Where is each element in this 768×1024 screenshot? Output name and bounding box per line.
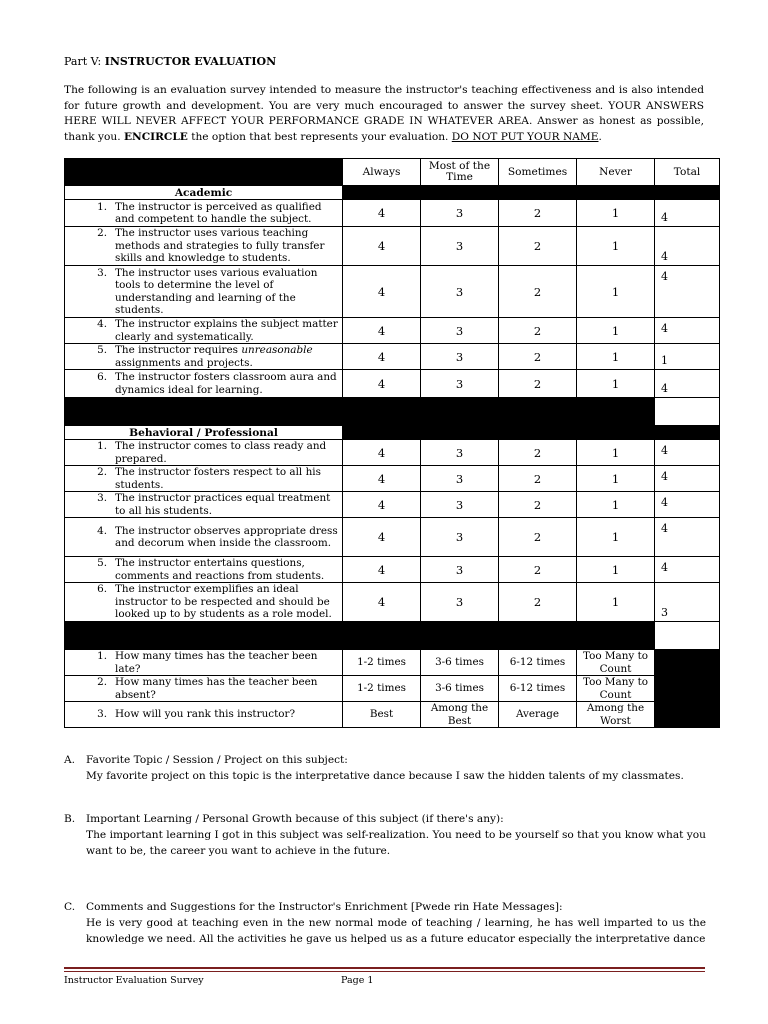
question-wrap: [65, 371, 340, 396]
question-number: 1.: [97, 200, 107, 213]
behavioral-subtotal-row-total-blank: [655, 622, 720, 650]
question-text: How many times has the teacher been late?: [115, 650, 318, 675]
rating-option-2[interactable]: 2: [499, 227, 577, 266]
rating-option-2[interactable]: 2: [499, 583, 577, 622]
open-question-label: A.: [64, 754, 76, 766]
rating-option-4[interactable]: 4: [343, 466, 421, 492]
open-question-label: B.: [64, 813, 76, 825]
rating-option-1[interactable]: 1: [577, 318, 655, 344]
intro-text: The following is an evaluation survey intended to measure the instructor's teaching effectiveness and is also intended for future growth and development. You are very much encouraged to answer the survey sheet. YOUR ANSWERS HERE WILL NEVER AFFECT YOUR PERFORMANCE GRADE IN WHATEVER AREA. Answer as honest as possible, thank you.: [64, 84, 704, 143]
intro-end: .: [598, 130, 602, 143]
footer-title: Instructor Evaluation Survey: [64, 975, 204, 986]
rating-option-1[interactable]: 1: [577, 440, 655, 466]
question-number: 1.: [97, 440, 107, 452]
question-cell: [65, 518, 343, 557]
question-cell: [65, 702, 343, 728]
rating-option-4[interactable]: 4: [343, 344, 421, 370]
question-row: [65, 344, 720, 370]
rating-option-2[interactable]: 2: [499, 557, 577, 583]
question-wrap: [65, 676, 340, 701]
question-number: 4.: [97, 318, 107, 330]
rating-option-1[interactable]: 1: [577, 557, 655, 583]
rating-option-1[interactable]: 1: [577, 370, 655, 398]
rating-option-3[interactable]: 3: [421, 200, 499, 227]
question-number: 3.: [97, 492, 107, 504]
rating-option-2[interactable]: 2: [499, 344, 577, 370]
answer-option[interactable]: Best: [343, 702, 421, 728]
question-number: 3.: [97, 266, 107, 279]
header-blank: [65, 159, 343, 186]
header-2: Sometimes: [499, 159, 577, 186]
rating-option-1[interactable]: 1: [577, 227, 655, 266]
question-row: [65, 318, 720, 344]
rating-option-2[interactable]: 2: [499, 440, 577, 466]
question-number: 4.: [97, 524, 107, 537]
rating-option-1[interactable]: 1: [577, 266, 655, 318]
question-cell: [65, 227, 343, 266]
rating-option-4[interactable]: 4: [343, 318, 421, 344]
question-cell: [65, 650, 343, 676]
answer-option[interactable]: Too Many to Count: [577, 650, 655, 676]
rating-option-3[interactable]: 3: [421, 266, 499, 318]
open-question-heading: [64, 899, 706, 915]
footer-rule: [64, 967, 705, 969]
rating-option-1[interactable]: 1: [577, 583, 655, 622]
open-question-c: [64, 899, 706, 947]
question-wrap: [65, 650, 340, 675]
question-text: The instructor comes to class ready and prepared.: [115, 440, 327, 465]
behavioral-section-row: [65, 426, 720, 440]
rating-option-3[interactable]: 3: [421, 518, 499, 557]
no-name-notice: DO NOT PUT YOUR NAME: [451, 130, 599, 143]
question-total: 4: [655, 200, 720, 227]
question-number: 5.: [97, 557, 107, 569]
rating-option-3[interactable]: 3: [421, 492, 499, 518]
question-number: 2.: [97, 676, 107, 688]
encircle-word: ENCIRCLE: [123, 130, 188, 143]
rating-option-1[interactable]: 1: [577, 518, 655, 557]
total-blocked: [655, 650, 720, 676]
question-number: 2.: [97, 466, 107, 478]
rating-option-3[interactable]: 3: [421, 227, 499, 266]
open-question-label: C.: [64, 901, 76, 913]
question-text: The instructor fosters classroom aura and dynamics ideal for learning.: [115, 371, 337, 396]
rating-option-2[interactable]: 2: [499, 370, 577, 398]
header-0: Always: [343, 159, 421, 186]
rating-option-3[interactable]: 3: [421, 583, 499, 622]
answer-option[interactable]: Among the Best: [421, 702, 499, 728]
question-cell: [65, 266, 343, 318]
open-question-b: [64, 811, 706, 859]
behavioral-section-title: Behavioral / Professional: [65, 426, 343, 440]
rating-option-1[interactable]: 1: [577, 492, 655, 518]
answer-option[interactable]: 6-12 times: [499, 650, 577, 676]
question-number: 3.: [97, 708, 107, 721]
academic-section-title: Academic: [65, 186, 343, 200]
evaluation-table: [64, 158, 720, 728]
header-3: Never: [577, 159, 655, 186]
rating-option-4[interactable]: 4: [343, 440, 421, 466]
academic-subtotal-row: [65, 398, 720, 426]
rating-option-3[interactable]: 3: [421, 440, 499, 466]
question-row: [65, 440, 720, 466]
question-cell: [65, 318, 343, 344]
open-question-answer: My favorite project on this topic is the interpretative dance because I saw the hidden talents of my classmates.: [86, 770, 684, 782]
academic-subtotal-row-total-blank: [655, 398, 720, 426]
rating-option-4[interactable]: 4: [343, 492, 421, 518]
academic-subtotal-row-block: [65, 398, 655, 426]
rating-option-2[interactable]: 2: [499, 318, 577, 344]
question-cell: [65, 370, 343, 398]
question-wrap: [65, 267, 340, 317]
open-question-answer: He is very good at teaching even in the new normal mode of teaching / learning, he has well imparted to us the knowledge we need. All the activities he gave us helped us as a future educator especially the interpretative dance: [86, 917, 706, 945]
question-total: 4: [655, 466, 720, 492]
question-total: 4: [655, 518, 720, 557]
question-cell: [65, 583, 343, 622]
question-wrap: [65, 227, 340, 265]
rating-option-1[interactable]: 1: [577, 344, 655, 370]
question-number: 1.: [97, 650, 107, 662]
question-wrap: [65, 466, 340, 491]
question-wrap: [65, 525, 340, 550]
rating-option-4[interactable]: 4: [343, 557, 421, 583]
question-text-post: assignments and projects.: [115, 356, 253, 369]
rating-option-1[interactable]: 1: [577, 200, 655, 227]
question-cell: [65, 676, 343, 702]
question-text: How many times has the teacher been absent?: [115, 676, 318, 701]
question-cell: [65, 557, 343, 583]
header-1: Most of the Time: [421, 159, 499, 186]
question-row: [65, 518, 720, 557]
rating-option-2[interactable]: 2: [499, 518, 577, 557]
question-wrap: [65, 583, 340, 621]
question-text: How will you rank this instructor?: [115, 708, 296, 721]
question-row: [65, 370, 720, 398]
question-cell: [65, 440, 343, 466]
rating-option-4[interactable]: 4: [343, 370, 421, 398]
question-wrap: [65, 201, 340, 226]
open-question-title: Comments and Suggestions for the Instructor's Enrichment [Pwede rin Hate Messages]:: [86, 901, 563, 913]
question-text: The instructor uses various teaching methods and strategies to fully transfer skills and knowledge to students.: [115, 227, 325, 265]
question-total: 4: [655, 227, 720, 266]
footer-rule-thin: [64, 971, 705, 972]
question-wrap: [65, 492, 340, 517]
rating-option-3[interactable]: 3: [421, 557, 499, 583]
question-total: 4: [655, 318, 720, 344]
extra-question-row: [65, 676, 720, 702]
answer-option[interactable]: 1-2 times: [343, 676, 421, 702]
answer-option[interactable]: Too Many to Count: [577, 676, 655, 702]
question-row: [65, 492, 720, 518]
question-total: 4: [655, 370, 720, 398]
academic-section-row: [65, 186, 720, 200]
question-total: 4: [655, 266, 720, 318]
open-question-title: Favorite Topic / Session / Project on this subject:: [86, 754, 348, 766]
rating-option-2[interactable]: 2: [499, 492, 577, 518]
behavioral-section-bar: [343, 426, 720, 440]
academic-section-bar: [343, 186, 720, 200]
part-title: [64, 55, 276, 68]
question-number: 6.: [97, 371, 107, 383]
question-text: The instructor exemplifies an ideal instructor to be respected and should be looked up to by students as a role model.: [115, 583, 332, 621]
question-text: The instructor practices equal treatment to all his students.: [115, 492, 331, 517]
rating-option-2[interactable]: 2: [499, 200, 577, 227]
question-wrap: [65, 440, 340, 465]
rating-option-4[interactable]: 4: [343, 200, 421, 227]
question-text: [115, 344, 340, 369]
question-text: The instructor entertains questions, comments and reactions from students.: [115, 557, 325, 582]
open-question-heading: [64, 811, 706, 827]
question-text: The instructor fosters respect to all his students.: [115, 466, 321, 491]
rating-option-3[interactable]: 3: [421, 344, 499, 370]
question-text: The instructor uses various evaluation tools to determine the level of understanding and learning of the students.: [115, 266, 318, 316]
answer-option[interactable]: Among the Worst: [577, 702, 655, 728]
question-cell: [65, 466, 343, 492]
question-text: The instructor is perceived as qualified and competent to handle the subject.: [115, 200, 322, 225]
question-text: The instructor explains the subject matter clearly and systematically.: [115, 318, 338, 343]
answer-option[interactable]: Average: [499, 702, 577, 728]
rating-option-4[interactable]: 4: [343, 227, 421, 266]
header-4: Total: [655, 159, 720, 186]
question-cell: [65, 344, 343, 370]
question-row: [65, 466, 720, 492]
question-text-emphasis: unreasonable: [241, 344, 313, 356]
question-wrap: [65, 708, 340, 721]
header-row: [65, 159, 720, 186]
rating-option-3[interactable]: 3: [421, 318, 499, 344]
question-text: The instructor observes appropriate dress and decorum when inside the classroom.: [115, 524, 338, 549]
question-wrap: [65, 344, 340, 369]
rating-option-3[interactable]: 3: [421, 466, 499, 492]
extra-question-row: [65, 650, 720, 676]
part-heading: INSTRUCTOR EVALUATION: [104, 55, 277, 68]
open-question-a: [64, 752, 706, 784]
total-blocked: [655, 676, 720, 702]
intro-instruction: the option that best represents your evaluation.: [187, 130, 452, 143]
question-number: 2.: [97, 227, 107, 240]
rating-option-2[interactable]: 2: [499, 466, 577, 492]
rating-option-2[interactable]: 2: [499, 266, 577, 318]
question-row: [65, 557, 720, 583]
answer-option[interactable]: 1-2 times: [343, 650, 421, 676]
question-total: 1: [655, 344, 720, 370]
question-cell: [65, 492, 343, 518]
extra-question-row: [65, 702, 720, 728]
intro-paragraph: [64, 83, 704, 145]
question-wrap: [65, 318, 340, 343]
behavioral-subtotal-row: [65, 622, 720, 650]
question-wrap: [65, 557, 340, 582]
behavioral-subtotal-row-block: [65, 622, 655, 650]
question-text-pre: The instructor requires: [115, 344, 242, 356]
part-label: Part V:: [64, 55, 102, 68]
open-question-title: Important Learning / Personal Growth because of this subject (if there's any):: [86, 813, 504, 825]
rating-option-3[interactable]: 3: [421, 370, 499, 398]
question-row: [65, 583, 720, 622]
question-total: 4: [655, 557, 720, 583]
answer-option[interactable]: 3-6 times: [421, 676, 499, 702]
answer-option[interactable]: 3-6 times: [421, 650, 499, 676]
total-blocked: [655, 702, 720, 728]
question-number: 5.: [97, 344, 107, 356]
rating-option-4[interactable]: 4: [343, 518, 421, 557]
rating-option-1[interactable]: 1: [577, 466, 655, 492]
question-total: 3: [655, 583, 720, 622]
answer-option[interactable]: 6-12 times: [499, 676, 577, 702]
question-cell: [65, 200, 343, 227]
page-number: Page 1: [341, 975, 374, 986]
question-row: [65, 266, 720, 318]
rating-option-4[interactable]: 4: [343, 266, 421, 318]
question-row: [65, 200, 720, 227]
question-total: 4: [655, 440, 720, 466]
open-question-answer: The important learning I got in this subject was self-realization. You need to be yourself so that you know what you want to be, the career you want to achieve in the future.: [86, 829, 706, 857]
rating-option-4[interactable]: 4: [343, 583, 421, 622]
question-total: 4: [655, 492, 720, 518]
question-number: 6.: [97, 583, 107, 596]
question-row: [65, 227, 720, 266]
open-question-heading: [64, 752, 706, 768]
